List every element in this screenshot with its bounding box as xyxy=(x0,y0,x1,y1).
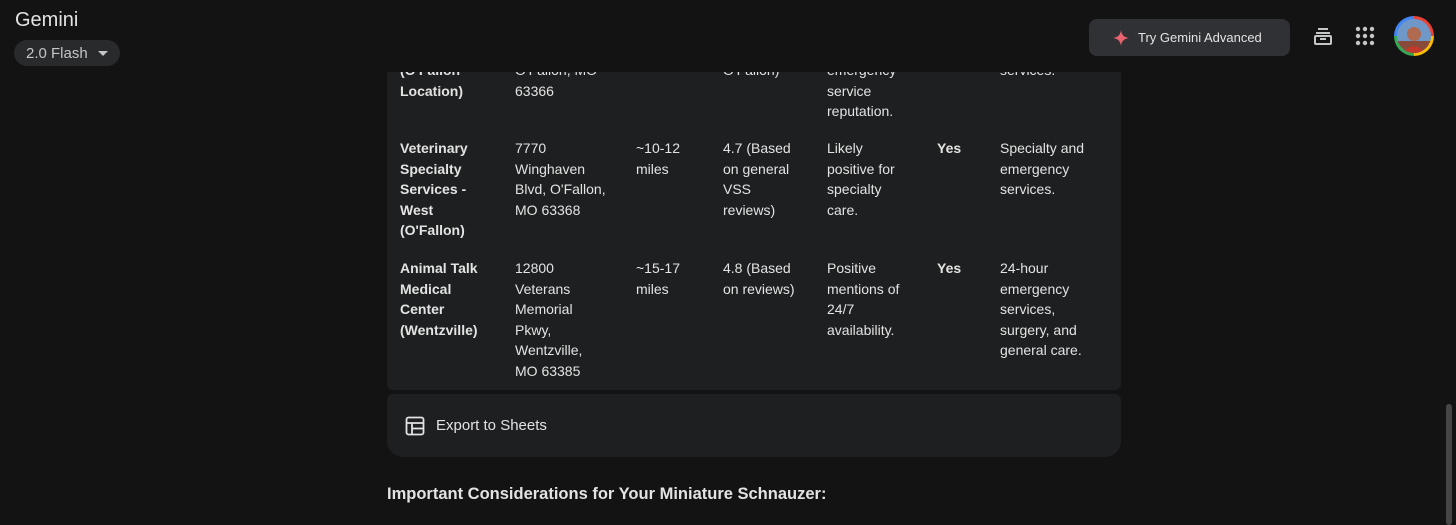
model-selector[interactable] xyxy=(14,40,120,66)
export-to-sheets-button[interactable] xyxy=(387,394,1121,457)
apps-grid-icon xyxy=(1355,26,1375,46)
table-cell-services: 24-hour emergency services, surgery, and general care. xyxy=(1000,260,1082,359)
try-gemini-advanced-label: Try Gemini Advanced xyxy=(1138,30,1262,45)
table-cell-services: Specialty and emergency services. xyxy=(1000,140,1085,198)
table-cell-reputation: service reputation. xyxy=(827,82,894,120)
app-title: Gemini xyxy=(15,9,79,31)
caret-down-icon xyxy=(98,51,108,56)
scrollbar-thumb[interactable] xyxy=(1446,404,1452,525)
google-apps-button[interactable] xyxy=(1351,22,1379,50)
table-cell-name: Animal Talk Medical Center (Wentzville) xyxy=(400,260,478,338)
sheets-table-icon xyxy=(405,416,425,436)
table-cell-emergency: Yes xyxy=(937,140,962,156)
table-cell-emergency: Yes xyxy=(937,260,962,276)
table-cell-address: 7770 Winghaven Blvd, O'Fallon, MO 63368 xyxy=(515,140,606,218)
table-cell-reputation: Likely positive for specialty care. xyxy=(827,140,895,218)
table-cell-name: Location) xyxy=(400,82,463,99)
account-avatar[interactable] xyxy=(1394,16,1434,56)
export-to-sheets-label: Export to Sheets xyxy=(436,417,547,434)
table-cell-distance: ~10-12 miles xyxy=(636,140,680,177)
model-label: 2.0 Flash xyxy=(26,44,88,62)
table-cell-reputation: Positive mentions of 24/7 availability. xyxy=(827,260,900,338)
top-bar xyxy=(0,0,1456,72)
try-gemini-advanced-button[interactable] xyxy=(1089,19,1290,56)
table-cell-address: 12800 Veterans Memorial Pkwy, Wentzville, MO 63385 xyxy=(515,260,583,379)
archive-button[interactable] xyxy=(1309,22,1337,50)
table-cell-rating: 4.8 (Based on reviews) xyxy=(723,260,795,297)
sparkle-icon xyxy=(1113,30,1129,46)
section-heading: Important Considerations for Your Miniature Schnauzer: xyxy=(387,485,827,503)
archive-icon xyxy=(1312,25,1334,47)
table-cell-address: 63366 xyxy=(515,82,554,99)
table-cell-name: Veterinary Specialty Services - West (O'Fallon) xyxy=(400,140,468,239)
avatar-photo xyxy=(1397,19,1431,53)
table-cell-rating: 4.7 (Based on general VSS reviews) xyxy=(723,140,791,218)
facilities-table xyxy=(387,40,1121,390)
table-cell-distance: ~15-17 miles xyxy=(636,260,680,297)
